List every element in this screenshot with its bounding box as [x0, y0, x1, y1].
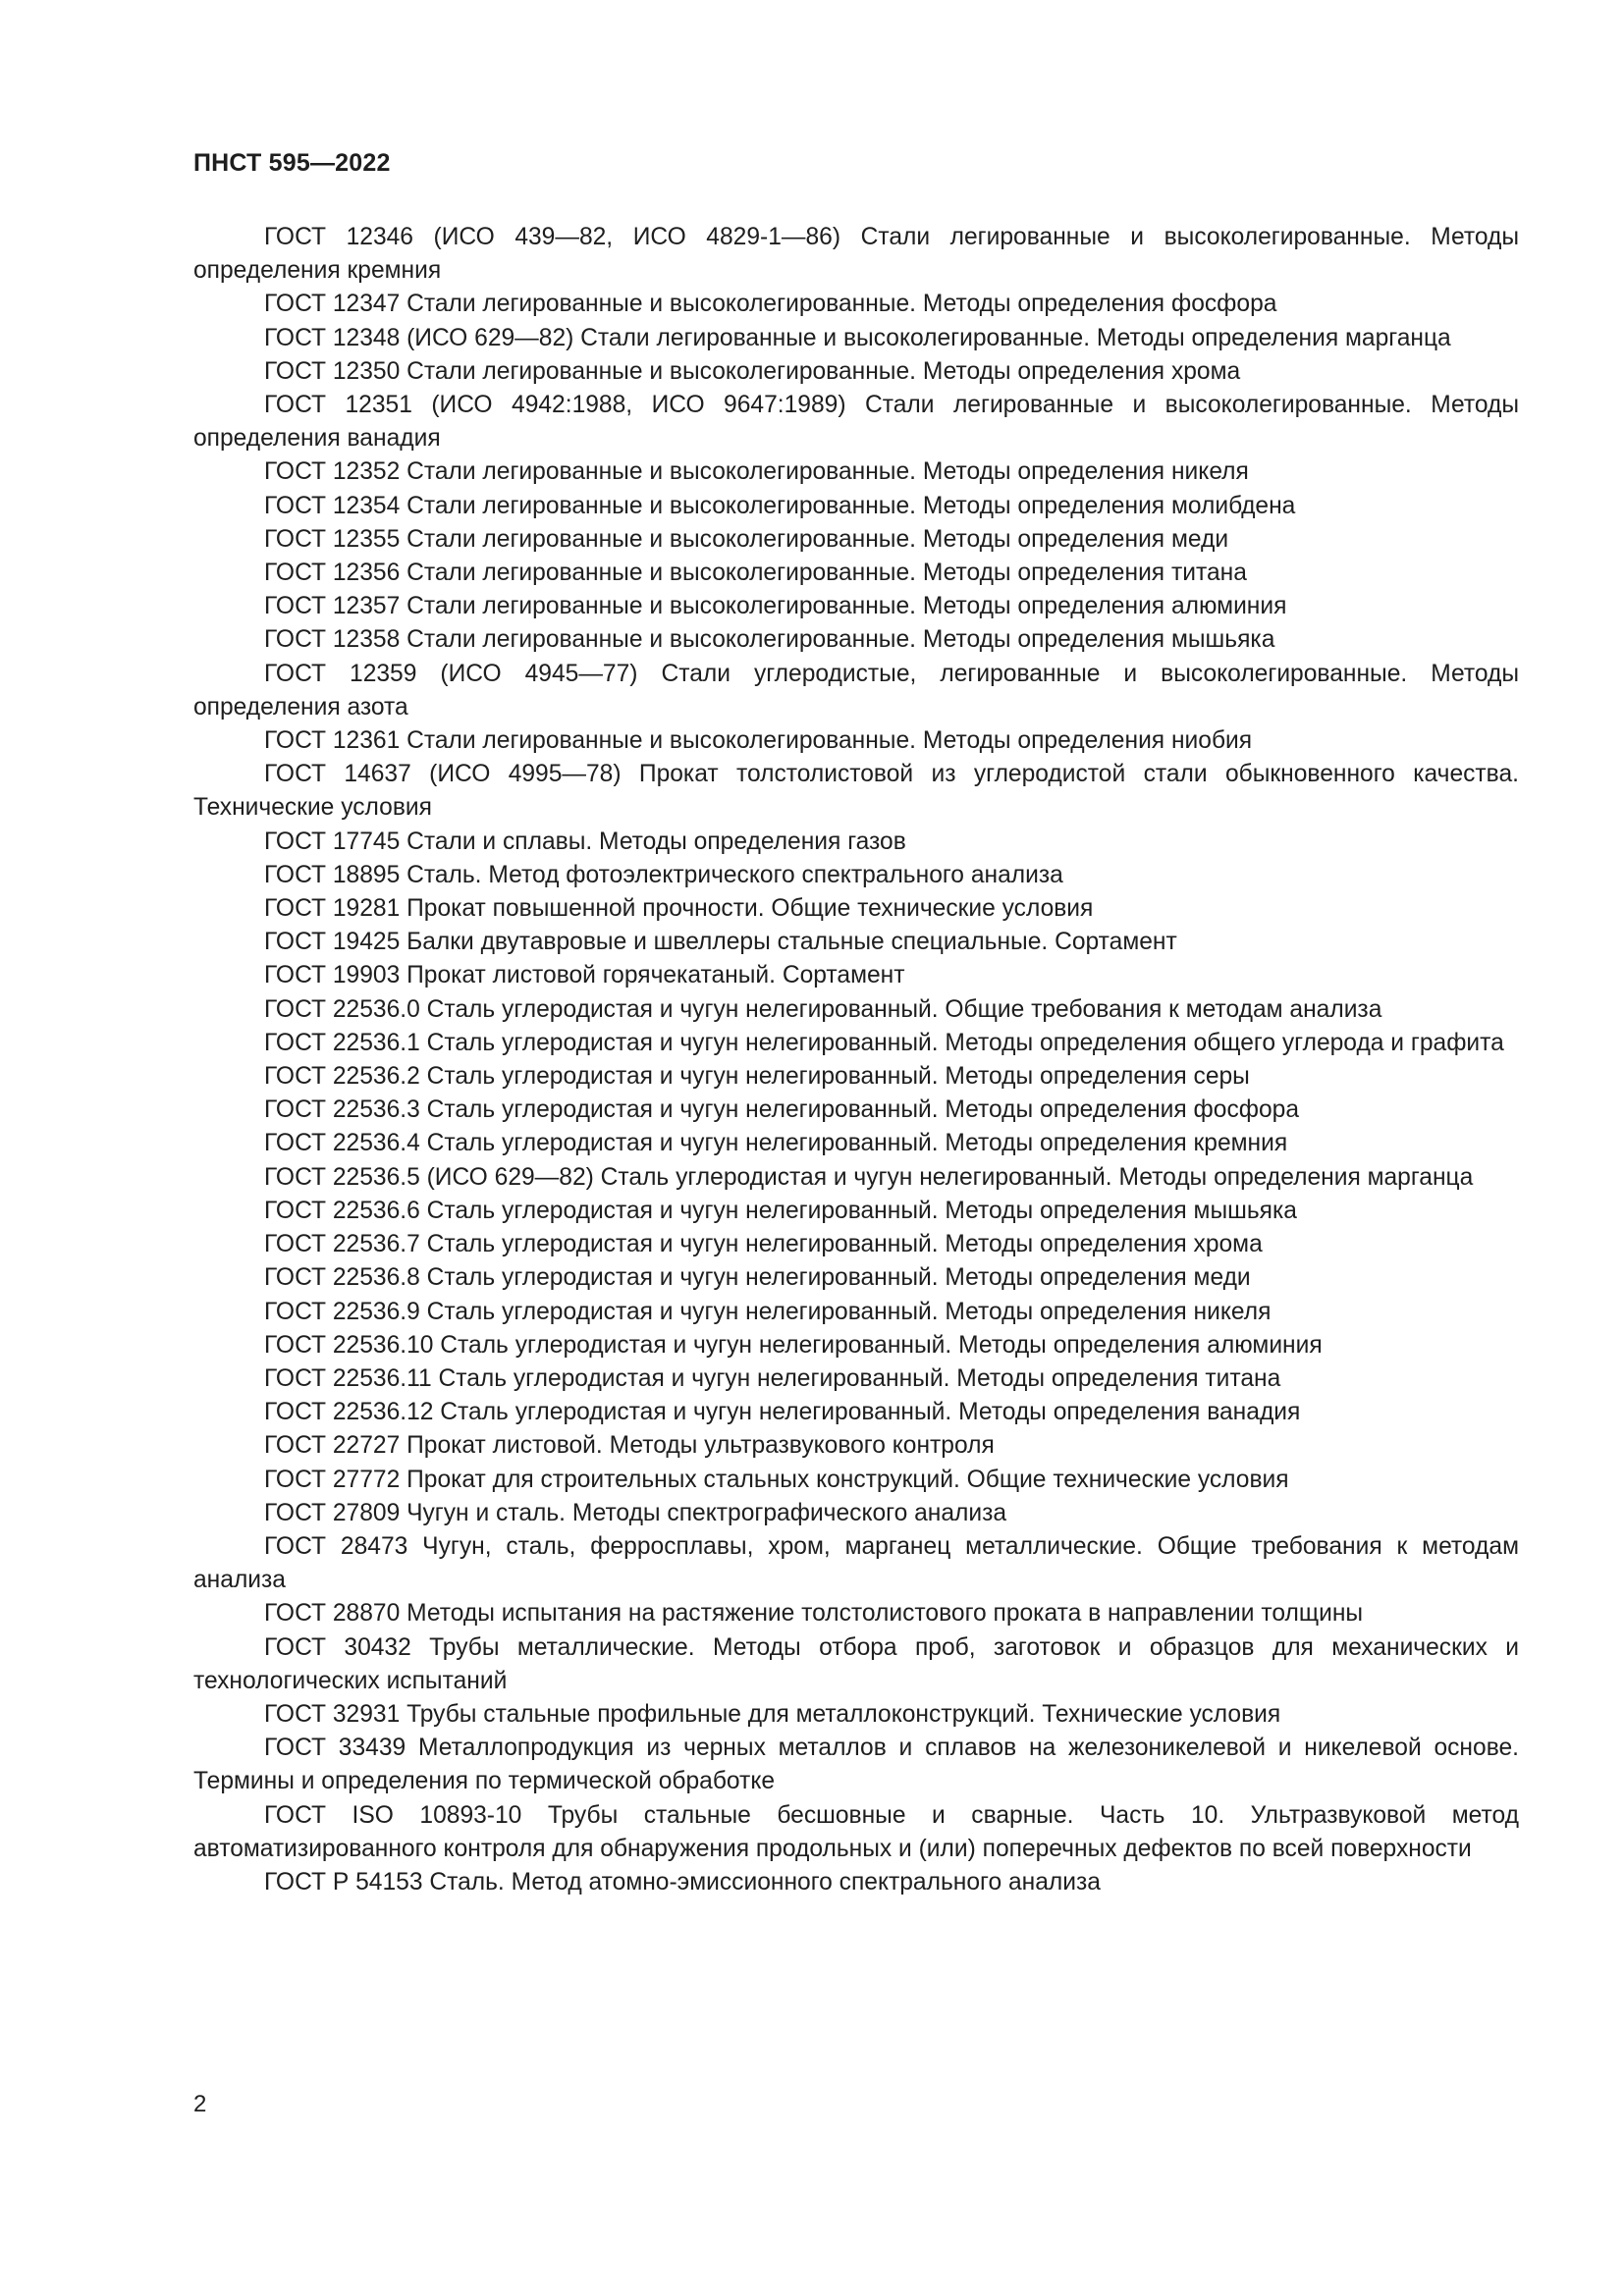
reference-entry: ГОСТ 12346 (ИСО 439—82, ИСО 4829-1—86) Стали легированные и высоколегированные. Методы определения кремния — [193, 224, 1519, 285]
reference-entry: ГОСТ 22536.1 Сталь углеродистая и чугун нелегированный. Методы определения общего углерода и графита — [264, 1029, 1504, 1056]
reference-entry: ГОСТ 22536.7 Сталь углеродистая и чугун нелегированный. Методы определения хрома — [264, 1231, 1263, 1258]
reference-entry: ГОСТ 12355 Стали легированные и высоколегированные. Методы определения меди — [264, 525, 1229, 553]
reference-entry: ГОСТ 14637 (ИСО 4995—78) Прокат толстолистовой из углеродистой стали обыкновенного качества. Технические условия — [193, 761, 1519, 822]
reference-entry: ГОСТ 27772 Прокат для строительных стальных конструкций. Общие технические условия — [264, 1466, 1289, 1493]
reference-entry: ГОСТ 28473 Чугун, сталь, ферросплавы, хром, марганец металлические. Общие требования к методам анализа — [193, 1532, 1519, 1594]
normative-references-list — [193, 221, 1519, 1899]
reference-entry: ГОСТ 22536.8 Сталь углеродистая и чугун нелегированный. Методы определения меди — [264, 1264, 1251, 1292]
reference-entry: ГОСТ 12361 Стали легированные и высоколегированные. Методы определения ниобия — [264, 727, 1253, 755]
reference-entry: ГОСТ 12352 Стали легированные и высоколегированные. Методы определения никеля — [264, 458, 1249, 486]
reference-entry: ГОСТ 22536.4 Сталь углеродистая и чугун нелегированный. Методы определения кремния — [264, 1130, 1288, 1157]
reference-entry: ГОСТ 12354 Стали легированные и высоколегированные. Методы определения молибдена — [264, 492, 1296, 519]
reference-entry: ГОСТ 32931 Трубы стальные профильные для металлоконструкций. Технические условия — [264, 1700, 1281, 1728]
reference-entry: ГОСТ 22536.6 Сталь углеродистая и чугун нелегированный. Методы определения мышьяка — [264, 1197, 1297, 1224]
reference-entry: ГОСТ Р 54153 Сталь. Метод атомно-эмиссионного спектрального анализа — [264, 1868, 1101, 1896]
reference-entry: ГОСТ 19281 Прокат повышенной прочности. Общие технические условия — [264, 895, 1094, 923]
reference-entry: ГОСТ 22536.0 Сталь углеродистая и чугун нелегированный. Общие требования к методам анализа — [264, 995, 1382, 1023]
reference-entry: ГОСТ 12357 Стали легированные и высоколегированные. Методы определения алюминия — [264, 593, 1287, 620]
reference-entry: ГОСТ 22536.2 Сталь углеродистая и чугун нелегированный. Методы определения серы — [264, 1063, 1250, 1091]
reference-entry: ГОСТ 12359 (ИСО 4945—77) Стали углеродистые, легированные и высоколегированные. Методы определения азота — [193, 660, 1519, 721]
reference-entry: ГОСТ 19903 Прокат листовой горячекатаный. Сортамент — [264, 962, 905, 989]
reference-entry: ГОСТ 22536.9 Сталь углеродистая и чугун нелегированный. Методы определения никеля — [264, 1298, 1272, 1325]
reference-entry: ГОСТ 12348 (ИСО 629—82) Стали легированные и высоколегированные. Методы определения марганца — [264, 324, 1451, 351]
reference-entry: ГОСТ 22536.11 Сталь углеродистая и чугун нелегированный. Методы определения титана — [264, 1364, 1281, 1392]
reference-entry: ГОСТ 18895 Сталь. Метод фотоэлектрического спектрального анализа — [264, 861, 1063, 888]
reference-entry: ГОСТ 22536.5 (ИСО 629—82) Сталь углеродистая и чугун нелегированный. Методы определения марганца — [264, 1163, 1474, 1191]
reference-entry: ГОСТ 22536.12 Сталь углеродистая и чугун нелегированный. Методы определения ванадия — [264, 1399, 1301, 1426]
page-number: 2 — [193, 2091, 207, 2117]
reference-entry: ГОСТ 12351 (ИСО 4942:1988, ИСО 9647:1989) Стали легированные и высоколегированные. Методы определения ванадия — [193, 392, 1519, 453]
page-header-standard-id: ПНСТ 595—2022 — [193, 149, 391, 177]
reference-entry: ГОСТ 12350 Стали легированные и высоколегированные. Методы определения хрома — [264, 357, 1241, 385]
reference-entry: ГОСТ 30432 Трубы металлические. Методы отбора проб, заготовок и образцов для механических и технологических испытаний — [193, 1633, 1519, 1694]
reference-entry: ГОСТ 22536.3 Сталь углеродистая и чугун нелегированный. Методы определения фосфора — [264, 1096, 1300, 1124]
reference-entry: ГОСТ 33439 Металлопродукция из черных металлов и сплавов на железоникелевой и никелевой основе. Термины и определения по термической обработке — [193, 1735, 1519, 1795]
reference-entry: ГОСТ 28870 Методы испытания на растяжение толстолистового проката в направлении толщины — [264, 1600, 1364, 1628]
reference-entry: ГОСТ ISO 10893-10 Трубы стальные бесшовные и сварные. Часть 10. Ультразвуковой метод автоматизированного контроля для обнаружения продольных и (или) поперечных дефектов по всей поверхности — [193, 1801, 1519, 1862]
reference-entry: ГОСТ 22727 Прокат листовой. Методы ультразвукового контроля — [264, 1432, 995, 1460]
reference-entry: ГОСТ 27809 Чугун и сталь. Методы спектрографического анализа — [264, 1499, 1007, 1526]
reference-entry: ГОСТ 12356 Стали легированные и высоколегированные. Методы определения титана — [264, 560, 1247, 587]
reference-entry: ГОСТ 22536.10 Сталь углеродистая и чугун нелегированный. Методы определения алюминия — [264, 1331, 1323, 1359]
reference-entry: ГОСТ 17745 Стали и сплавы. Методы определения газов — [264, 828, 906, 855]
reference-entry: ГОСТ 12358 Стали легированные и высоколегированные. Методы определения мышьяка — [264, 626, 1275, 654]
reference-entry: ГОСТ 19425 Балки двутавровые и швеллеры стальные специальные. Сортамент — [264, 929, 1177, 956]
reference-entry: ГОСТ 12347 Стали легированные и высоколегированные. Методы определения фосфора — [264, 291, 1277, 318]
